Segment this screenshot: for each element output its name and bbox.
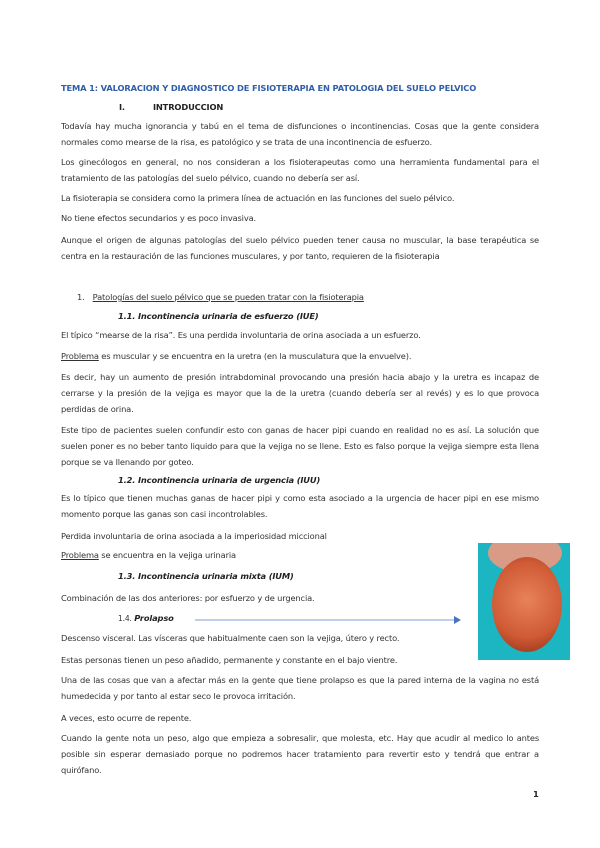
paragraph: Combinación de las dos anteriores: por esfuerzo y de urgencia. xyxy=(61,593,315,603)
subheading-label: Prolapso xyxy=(134,613,174,623)
paragraph xyxy=(61,547,539,563)
prolapse-photo xyxy=(478,543,570,660)
paragraph: Aunque el origen de algunas patologías del suelo pélvico pueden tener causa no muscular, la base terapéutica se centra en la restauración de las funciones musculares, y por tanto, requieren de la fisioterapia xyxy=(61,235,539,261)
paragraph: Los ginecólogos en general, no nos consideran a los fisioterapeutas como una herramienta fundamental para el tratamiento de las patologías del suelo pélvico, cuando no debería ser así. xyxy=(61,157,539,183)
paragraph: Es decir, hay un aumento de presión intrabdominal provocando una presión hacia abajo y la uretra es incapaz de cerrarse y la presión de la vejiga es mayor que la de la uretra (cuando debería ser al revés) y es lo que provoca perdidas de orina. xyxy=(61,372,539,414)
page-number: 1 xyxy=(533,789,539,799)
paragraph: Todavía hay mucha ignorancia y tabú en el tema de disfunciones o incontinencias. Cosas que la gente considera normales como mearse de la risa, es patológico y se trata de una incontinencia de esfuerzo. xyxy=(61,121,539,147)
paragraph: Descenso visceral. Las vísceras que habitualmente caen son la vejiga, útero y recto. xyxy=(61,633,400,643)
list-label: Patologías del suelo pélvico que se pueden tratar con la fisioterapia xyxy=(92,292,364,302)
paragraph: La fisioterapia se considera como la primera línea de actuación en las funciones del suelo pélvico. xyxy=(61,193,455,203)
arrow-icon xyxy=(195,616,461,624)
paragraph: Una de las cosas que van a afectar más en la gente que tiene prolapso es que la pared interna de la vagina no está humedecida y por tanto al estar seco le provoca irritación. xyxy=(61,675,539,701)
paragraph xyxy=(61,348,539,364)
problema-label: Problema xyxy=(61,550,99,560)
list-heading xyxy=(77,289,555,305)
document-title: TEMA 1: VALORACION Y DIAGNOSTICO DE FISIOTERAPIA EN PATOLOGIA DEL SUELO PELVICO xyxy=(61,83,477,93)
subheading: 1.3. Incontinencia urinaria mixta (IUM) xyxy=(118,571,294,581)
subheading: 1.1. Incontinencia urinaria de esfuerzo (IUE) xyxy=(118,311,319,321)
paragraph: No tiene efectos secundarios y es poco invasiva. xyxy=(61,213,257,223)
list-number: 1. xyxy=(77,292,85,302)
paragraph: El típico “mearse de la risa”. Es una perdida involuntaria de orina asociada a un esfuerzo. xyxy=(61,330,421,340)
section-number: I. xyxy=(119,102,125,112)
problema-label: Problema xyxy=(61,351,99,361)
paragraph: Perdida involuntaria de orina asociada a la imperiosidad miccional xyxy=(61,531,327,541)
paragraph-text: es muscular y se encuentra en la uretra (en la musculatura que la envuelve). xyxy=(98,351,412,361)
paragraph: Este tipo de pacientes suelen confundir esto con ganas de hacer pipi cuando en realidad no es así. La solución que suelen poner es no beber tanto liquido para que la vejiga no se llene. Esto es falso porque la vejiga siempre esta llena porque se va llenando por goteo. xyxy=(61,425,539,467)
subheading: 1.2. Incontinencia urinaria de urgencia (IUU) xyxy=(118,475,321,485)
paragraph-text: se encuentra en la vejiga urinaria xyxy=(98,550,236,560)
paragraph: Estas personas tienen un peso añadido, permanente y constante en el bajo vientre. xyxy=(61,655,398,665)
paragraph: A veces, esto ocurre de repente. xyxy=(61,713,192,723)
section-label: INTRODUCCION xyxy=(152,102,224,112)
subheading-number: 1.4. xyxy=(118,614,132,623)
paragraph: Cuando la gente nota un peso, algo que empieza a sobresalir, que molesta, etc. Hay que acudir al medico lo antes posible sin esperar demasiado porque no podremos hacer tratamiento para revertir esto y tendrá que entrar a quirófano. xyxy=(61,733,539,775)
paragraph: Es lo típico que tienen muchas ganas de hacer pipi y como esta asociado a la urgencia de hacer pipi en ese mismo momento porque las ganas son casi incontrolables. xyxy=(61,493,539,519)
section-heading xyxy=(119,99,597,115)
